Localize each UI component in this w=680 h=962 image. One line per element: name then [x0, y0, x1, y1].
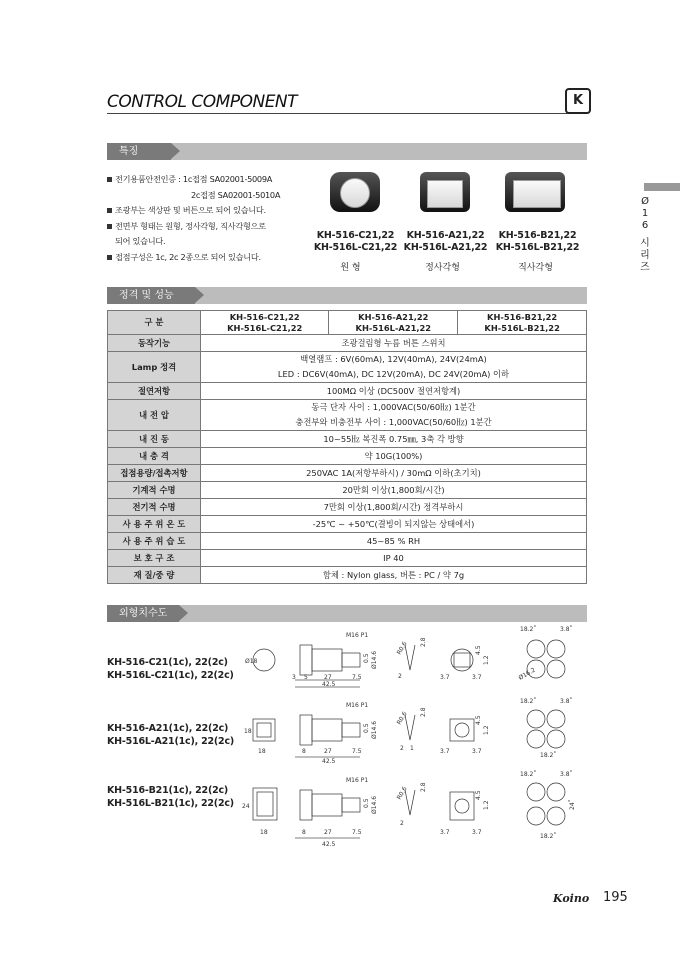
spec-row [108, 499, 587, 516]
svg-text:8: 8 [302, 829, 306, 836]
spec-row-label: 사 용 주 위 습 도 [108, 533, 201, 550]
bullet-icon [107, 255, 112, 260]
svg-text:3: 3 [292, 674, 296, 681]
spec-row-value [201, 499, 587, 516]
side-char: 시 [640, 238, 650, 249]
svg-text:7.5: 7.5 [352, 748, 362, 755]
spec-value-line: 10~55㎐ 복진폭 0.75㎜, 3축 각 방향 [323, 433, 464, 444]
dimension-model-label: KH-516-B21(1c), 22(2c) KH-516L-B21(1c), 22(2c) [107, 785, 234, 809]
spec-row-value [201, 465, 587, 482]
svg-text:3.7: 3.7 [472, 748, 482, 755]
spec-row-value [201, 400, 587, 431]
dimensions-section-label: 외형치수도 [107, 605, 179, 622]
spec-row-value [201, 516, 587, 533]
svg-text:27: 27 [324, 674, 332, 681]
spec-header-model: KH-516-A21,22 KH-516L-A21,22 [329, 311, 458, 335]
feature-item: 되어 있습니다. [115, 236, 166, 246]
svg-text:Ø16.2: Ø16.2 [517, 666, 537, 682]
title-divider [107, 113, 587, 114]
drawing-row-square [244, 698, 573, 765]
svg-text:18.2˚: 18.2˚ [520, 626, 537, 633]
svg-text:5: 5 [304, 674, 308, 681]
product-image-round [315, 172, 395, 222]
spec-value-line: 함체 : Nylon glass, 버튼 : PC / 약 7g [322, 569, 465, 580]
svg-text:M16 P1: M16 P1 [346, 702, 369, 709]
svg-text:3.8˚: 3.8˚ [560, 698, 573, 705]
spec-row-value [201, 383, 587, 400]
svg-text:3.8˚: 3.8˚ [560, 771, 573, 778]
side-char: 1 [641, 208, 649, 219]
spec-row-label: 내 충 격 [108, 448, 201, 465]
spec-value-line: 조광걸림형 누름 버튼 스위치 [341, 337, 446, 348]
product-image-square [405, 172, 485, 222]
svg-text:2.8: 2.8 [420, 782, 427, 792]
side-char: 즈 [640, 262, 650, 273]
dimension-drawings [240, 625, 590, 855]
drawing-row-round [245, 626, 573, 688]
spec-row-label: 재 질/중 량 [108, 567, 201, 584]
features-list [107, 172, 307, 265]
svg-text:R0.6: R0.6 [395, 640, 409, 656]
features-section-bar [107, 143, 587, 160]
dim-label: Ø18 [245, 658, 258, 665]
spec-row-value [201, 567, 587, 584]
spec-row [108, 383, 587, 400]
side-view-body [300, 645, 312, 675]
spec-row [108, 482, 587, 499]
svg-text:3.7: 3.7 [472, 829, 482, 836]
svg-text:4.5: 4.5 [475, 715, 482, 725]
svg-text:0.5: 0.5 [363, 653, 370, 663]
dimension-model-label: KH-516-C21(1c), 22(2c) KH-516L-C21(1c), 22(2c) [107, 657, 234, 681]
svg-text:7.5: 7.5 [352, 674, 362, 681]
spec-value-line: 250VAC 1A(저항부하시) / 30mΩ 이하(초기치) [306, 467, 481, 478]
spec-value-line: 20만회 이상(1,800회/시간) [342, 484, 445, 495]
spec-value-line: 약 10G(100%) [364, 450, 423, 461]
side-char: Ø [641, 196, 649, 207]
product-image-rect [495, 172, 575, 222]
product-name: KH-516-A21,22 KH-516L-A21,22 [403, 230, 488, 253]
svg-text:4.5: 4.5 [475, 790, 482, 800]
spec-row-label: 내 진 동 [108, 431, 201, 448]
product-name: KH-516-C21,22 KH-516L-C21,22 [313, 230, 398, 253]
svg-text:Ø14.6: Ø14.6 [371, 720, 378, 739]
bullet-icon [107, 224, 112, 229]
spec-row [108, 335, 587, 352]
spec-row-label: 동작기능 [108, 335, 201, 352]
feature-item: 전기용품안전인증 : 1c접점 SA02001-5009A [107, 172, 307, 188]
svg-text:42.5: 42.5 [322, 758, 336, 765]
spec-row-value [201, 335, 587, 352]
spec-row [108, 400, 587, 431]
spec-row-value [201, 482, 587, 499]
spec-row-value [201, 352, 587, 383]
svg-text:3.7: 3.7 [440, 674, 450, 681]
spec-row-label: 내 전 압 [108, 400, 201, 431]
spec-row [108, 516, 587, 533]
spec-row [108, 533, 587, 550]
spec-row-label: 보 호 구 조 [108, 550, 201, 567]
spec-row-label: 기계적 수명 [108, 482, 201, 499]
svg-text:18.2˚: 18.2˚ [520, 698, 537, 705]
spec-value-line: -25℃ ~ +50℃(결빙이 되지않는 상태에서) [312, 518, 475, 529]
svg-text:27: 27 [324, 748, 332, 755]
spec-table [107, 310, 587, 584]
kc-cert-icon: K [565, 88, 591, 114]
spec-row [108, 352, 587, 383]
svg-text:2: 2 [398, 673, 402, 680]
svg-text:2: 2 [400, 820, 404, 827]
specs-section-bar [107, 287, 587, 304]
spec-header-row [108, 311, 587, 335]
svg-text:4.5: 4.5 [475, 645, 482, 655]
dimensions-section-bar [107, 605, 587, 622]
svg-text:R0.6: R0.6 [395, 785, 409, 801]
spec-row [108, 465, 587, 482]
svg-text:7.5: 7.5 [352, 829, 362, 836]
side-char: 6 [641, 220, 649, 231]
feature-item: 2c접점 SA02001-5010A [191, 189, 281, 200]
features-section-label: 특징 [107, 143, 171, 160]
svg-text:1.2: 1.2 [483, 800, 490, 810]
bullet-icon [107, 177, 112, 182]
svg-text:M16 P1: M16 P1 [346, 777, 369, 784]
svg-text:18.2˚: 18.2˚ [520, 771, 537, 778]
spec-value-line: 충전부와 비충전부 사이 : 1,000VAC(50/60㎐) 1분간 [295, 417, 492, 427]
spec-row [108, 431, 587, 448]
svg-text:18.2˚: 18.2˚ [540, 752, 557, 759]
svg-text:1.2: 1.2 [483, 725, 490, 735]
front-view-square [253, 719, 275, 741]
side-char: 리 [640, 250, 650, 261]
product-name: KH-516-B21,22 KH-516L-B21,22 [495, 230, 580, 253]
svg-text:18: 18 [244, 728, 252, 735]
svg-text:3.7: 3.7 [472, 674, 482, 681]
svg-text:18: 18 [258, 748, 266, 755]
side-tab-label [638, 196, 652, 274]
svg-text:R0.6: R0.6 [395, 710, 409, 726]
spec-value-line: IP 40 [383, 552, 404, 563]
svg-text:42.5: 42.5 [322, 841, 336, 848]
product-type: 정사각형 [425, 263, 460, 273]
spec-row-value [201, 431, 587, 448]
svg-text:Ø14.6: Ø14.6 [371, 795, 378, 814]
spec-row [108, 567, 587, 584]
page-title: CONTROL COMPONENT [107, 92, 298, 112]
front-view-rect [253, 788, 277, 820]
spec-value-line: 백열램프 : 6V(60mA), 12V(40mA), 24V(24mA) [300, 354, 487, 364]
svg-text:1.2: 1.2 [483, 655, 490, 665]
feature-item: 전면부 형태는 원형, 정사각형, 직사각형으로 [107, 219, 307, 235]
feature-item: 접점구성은 1c, 2c 2종으로 되어 있습니다. [107, 250, 307, 266]
svg-text:1: 1 [410, 745, 414, 752]
spec-header-label: 구 분 [108, 311, 201, 335]
svg-text:24: 24 [242, 803, 250, 810]
svg-text:2.8: 2.8 [420, 637, 427, 647]
product-type: 직사각형 [518, 263, 553, 273]
page-number: 195 [603, 890, 628, 905]
svg-text:18.2˚: 18.2˚ [540, 833, 557, 840]
svg-text:3.7: 3.7 [440, 748, 450, 755]
svg-text:18: 18 [260, 829, 268, 836]
svg-text:2: 2 [400, 745, 404, 752]
spec-value-line: 7만회 이상(1,800회/시간) 정격부하시 [323, 501, 464, 512]
svg-text:Ø14.6: Ø14.6 [371, 650, 378, 669]
spec-value-line: LED : DC6V(40mA), DC 12V(20mA), DC 24V(20mA) 이하 [277, 369, 510, 379]
spec-row-value [201, 533, 587, 550]
spec-header-model: KH-516-C21,22 KH-516L-C21,22 [201, 311, 329, 335]
svg-text:24˚: 24˚ [569, 799, 576, 810]
spec-row-value [201, 448, 587, 465]
drawing-row-rect [242, 771, 576, 848]
svg-text:42.5: 42.5 [322, 681, 336, 688]
svg-text:2.8: 2.8 [420, 707, 427, 717]
svg-text:3.8˚: 3.8˚ [560, 626, 573, 633]
side-tab-bar [644, 183, 680, 191]
svg-text:27: 27 [324, 829, 332, 836]
spec-value-line: 동극 단자 사이 : 1,000VAC(50/60㎐) 1분간 [311, 402, 476, 412]
product-type: 원 형 [340, 263, 361, 273]
dimension-model-label: KH-516-A21(1c), 22(2c) KH-516L-A21(1c), 22(2c) [107, 723, 235, 747]
brand-logo: Koino [553, 892, 590, 905]
svg-text:0.5: 0.5 [363, 723, 370, 733]
spec-row-value [201, 550, 587, 567]
feature-item: 조광부는 색상판 및 버튼으로 되어 있습니다. [107, 203, 307, 219]
spec-row [108, 550, 587, 567]
spec-row-label: 전기적 수명 [108, 499, 201, 516]
spec-row-label: 절연저항 [108, 383, 201, 400]
svg-text:0.5: 0.5 [363, 798, 370, 808]
svg-text:M16 P1: M16 P1 [346, 632, 369, 639]
svg-text:8: 8 [302, 748, 306, 755]
specs-section-label: 정격 및 성능 [107, 287, 195, 304]
bullet-icon [107, 208, 112, 213]
spec-row [108, 448, 587, 465]
spec-row-label: Lamp 정격 [108, 352, 201, 383]
spec-row-label: 사 용 주 위 온 도 [108, 516, 201, 533]
spec-header-model: KH-516-B21,22 KH-516L-B21,22 [458, 311, 587, 335]
svg-text:3.7: 3.7 [440, 829, 450, 836]
spec-value-line: 45~85 % RH [366, 535, 421, 546]
spec-value-line: 100MΩ 이상 (DC500V 절연저항계) [326, 385, 461, 396]
spec-row-label: 접점용량/접촉저항 [108, 465, 201, 482]
